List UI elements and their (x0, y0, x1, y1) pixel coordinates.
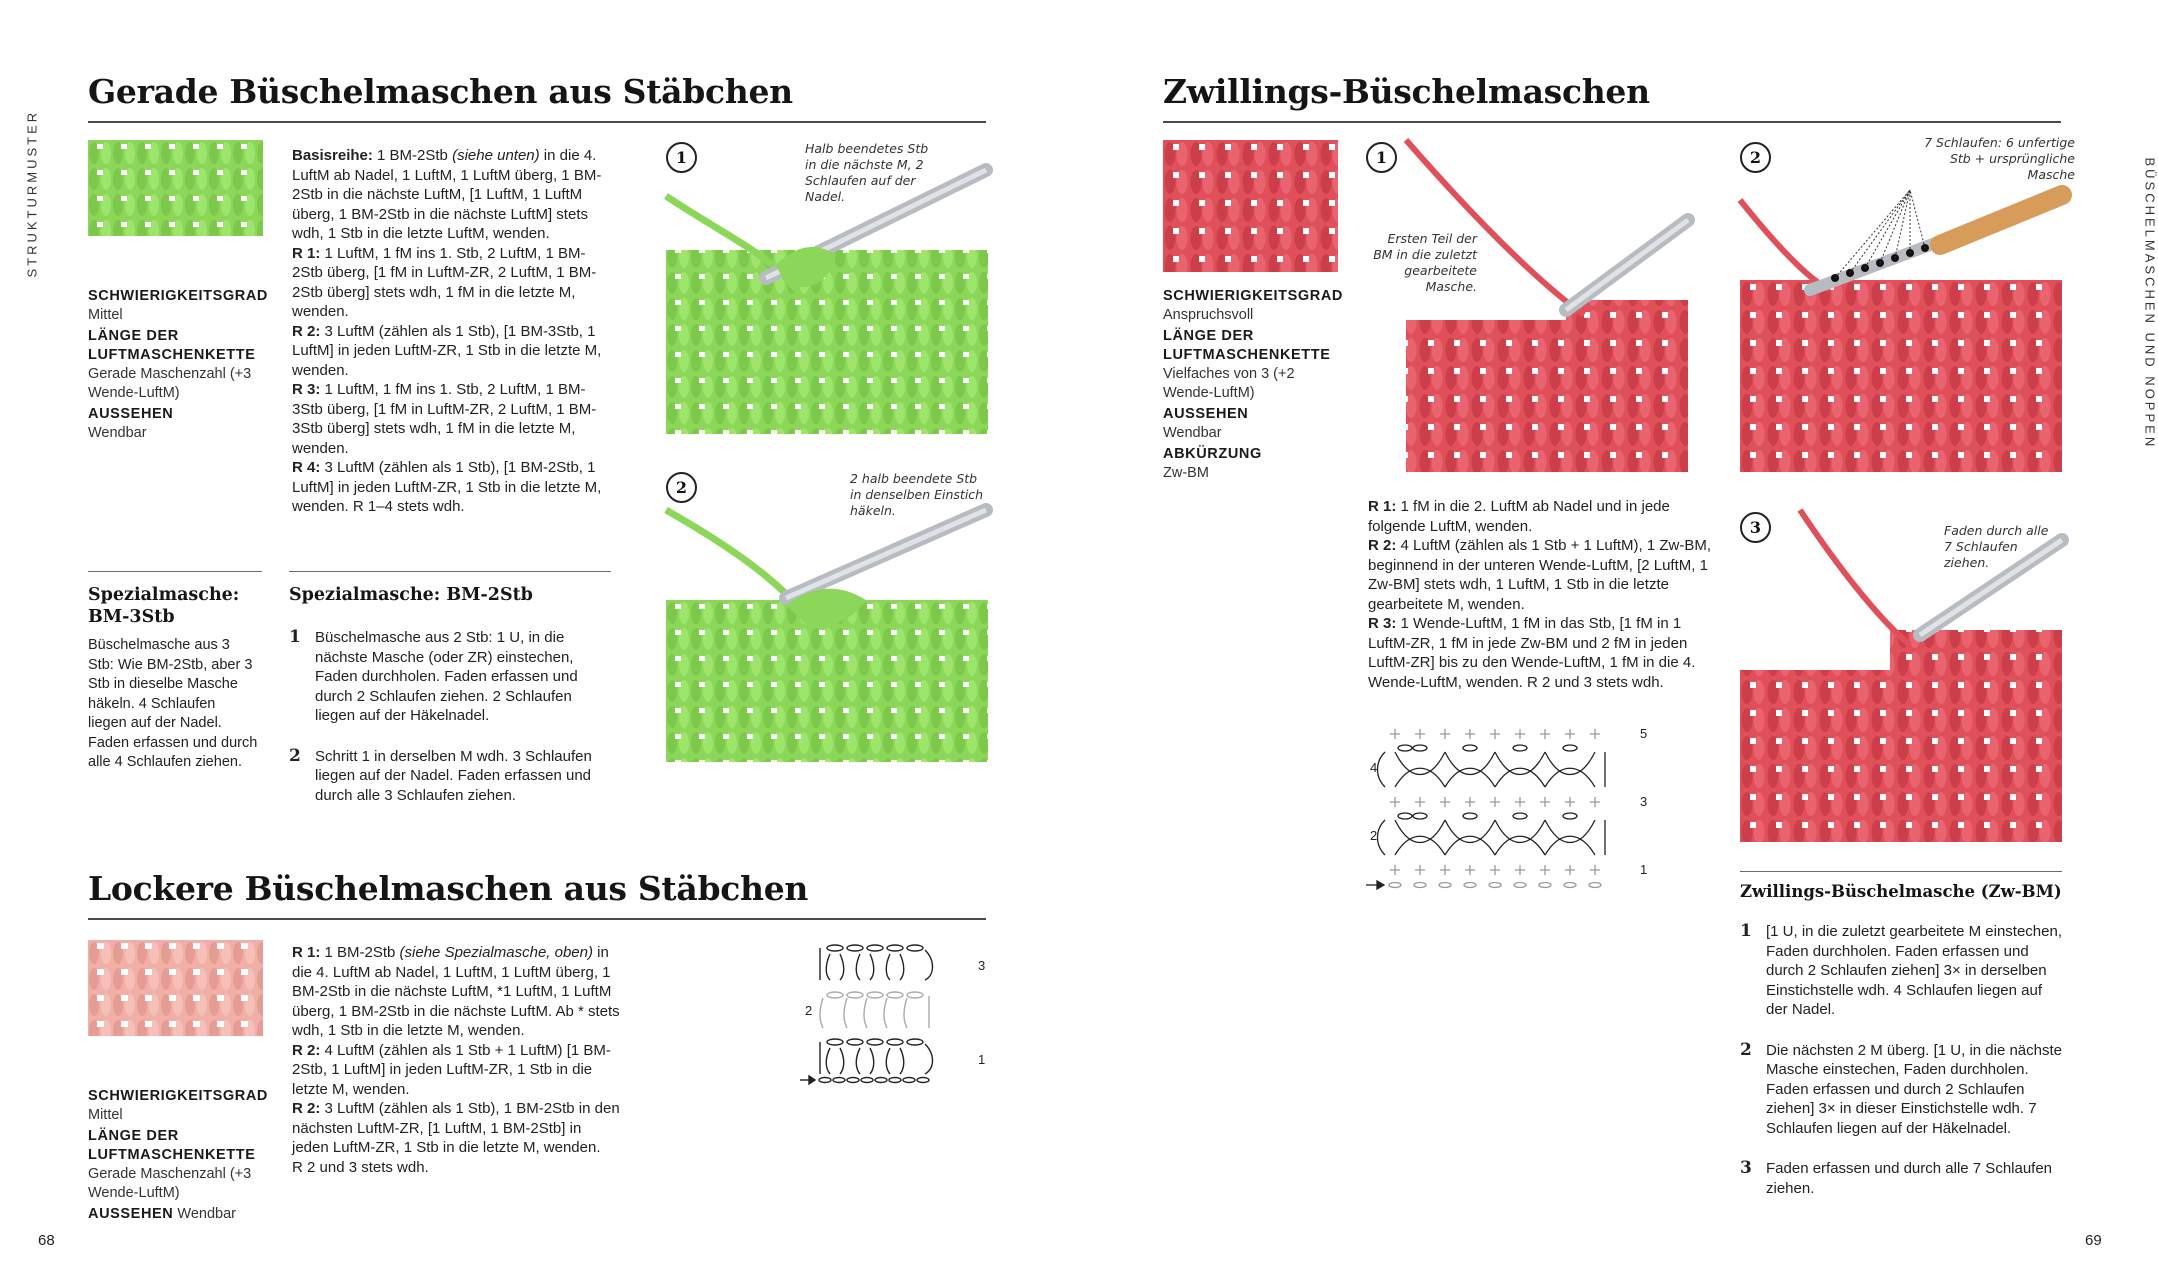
info-label: AUSSEHEN (1163, 406, 1249, 422)
diagram-plus-row-1 (1389, 865, 1601, 888)
swatch-red (1163, 140, 1338, 272)
diagram-label-2: 2 (1370, 828, 1378, 843)
swatch-pink (88, 940, 263, 1036)
diagram-plus-row-3 (1390, 797, 1600, 807)
pattern-row: R 4: 3 LuftM (zählen als 1 Stb), [1 BM-2Stb, 1 LuftM] in jeden LuftM-ZR, 1 Stb in die letzte M, wenden. R 1–4 stets wdh. (292, 459, 602, 515)
side-label-left: STRUKTURMUSTER (24, 109, 40, 278)
swatch-green (88, 140, 263, 236)
info-value: Wendbar (88, 425, 147, 441)
info-inline: AUSSEHEN Wendbar (88, 1206, 236, 1222)
diagram-label-2: 2 (805, 1003, 813, 1018)
pattern-row: R 2 und 3 stets wdh. (292, 1158, 429, 1176)
photo-caption: Ersten Teil der BM in die zuletzt gearbeitete Masche. (1373, 231, 1477, 294)
pattern-rows-lockere (292, 943, 622, 1177)
info-value: Wendbar (1163, 425, 1222, 441)
info-label: LÄNGE DER LUFTMASCHENKETTE (88, 1128, 256, 1163)
info-value: Anspruchsvoll (1163, 307, 1254, 323)
info-label: LÄNGE DER LUFTMASCHENKETTE (1163, 328, 1331, 363)
divider (88, 571, 262, 572)
photo-caption: Halb beendetes Stb in die nächste M, 2 Schlaufen auf der Nadel. (805, 141, 929, 204)
pattern-row: R 2: 4 LuftM (zählen als 1 Stb + 1 LuftM), 1 Zw-BM, beginnend in der unteren Wende-LuftM, [2 LuftM, 1 Zw-BM] stets wdh, 1 LuftM, 1 Stb in die letzte gearbeitete M, wenden. (1368, 537, 1712, 613)
pattern-row: R 1: 1 LuftM, 1 fM ins 1. Stb, 2 LuftM, 1 BM-2Stb überg, [1 fM in LuftM-ZR, 2 LuftM, 1 BM-2Stb überg] stets wdh, 1 fM in die letzte M, wenden. (292, 244, 597, 320)
diagram-row-2 (820, 992, 929, 1028)
diagram-row-2 (1378, 813, 1606, 855)
step-item: 1 Büschelmasche aus 2 Stb: 1 U, in die nächste Masche (oder ZR) einstechen, Faden durchholen. Faden erfassen und durch 2 Schlaufen ziehen. 2 Schlaufen liegen auf der Häkelnadel. (289, 627, 578, 724)
page-number-right: 69 (2085, 1232, 2102, 1249)
side-label-right: BÜSCHELMASCHEN UND NOPPEN (2142, 157, 2158, 450)
step-item: 1 [1 U, in die zuletzt gearbeitete M einstechen, Faden durchholen. Faden erfassen und durch 2 Schlaufen ziehen] 3× in derselben Einstichstelle wdh. 4 Schlaufen liegen auf der Nadel. (1740, 921, 2063, 1018)
pattern-rows-gerade (292, 146, 612, 517)
step-item: 3 Faden erfassen und durch alle 7 Schlaufen ziehen. (1740, 1158, 2053, 1197)
info-label: SCHWIERIGKEITSGRAD (88, 288, 268, 304)
info-block-lockere (88, 1087, 268, 1224)
pattern-row: R 3: 1 Wende-LuftM, 1 fM in das Stb, [1 fM in 1 LuftM-ZR, 1 fM in jede Zw-BM und 2 fM in jeden LuftM-ZR] bis zu den Wende-LuftM, 1 fM in die 4. Wende-LuftM, wenden. R 2 und 3 stets wdh. (1368, 615, 1696, 691)
stitch-diagram-lockere (805, 940, 1005, 1100)
special-title-zwbm: Zwillings-Büschelmasche (Zw-BM) (1740, 882, 2062, 901)
pattern-row: R 1: 1 fM in die 2. LuftM ab Nadel und in jede folgende LuftM, wenden. (1368, 498, 1670, 535)
step-badge: 3 (1740, 512, 1771, 543)
info-label: SCHWIERIGKEITSGRAD (88, 1088, 268, 1104)
title-rule (1163, 121, 2061, 123)
info-label: ABKÜRZUNG (1163, 446, 1262, 462)
photo-caption: 2 halb beendete Stb in denselben Einstich häkeln. (850, 471, 984, 518)
step-badge: 1 (1366, 142, 1397, 173)
section-title-gerade: Gerade Büschelmaschen aus Stäbchen (88, 72, 793, 111)
info-label: AUSSEHEN (88, 406, 174, 422)
pattern-row: R 2: 3 LuftM (zählen als 1 Stb), 1 BM-2Stb in den nächsten LuftM-ZR, [1 LuftM, 1 BM-2Stb] in jeden LuftM-ZR, 1 Stb in die letzte M, wenden. (292, 1100, 620, 1156)
diagram-label-3: 3 (1640, 794, 1648, 809)
diagram-row-4 (1378, 745, 1606, 787)
diagram-label-5: 5 (1640, 726, 1648, 741)
special-steps-bm2stb (289, 628, 611, 826)
info-value: Gerade Maschenzahl (+3 Wende-LuftM) (88, 366, 252, 401)
diagram-label-1: 1 (1640, 862, 1648, 877)
diagram-plus-row-5 (1390, 729, 1600, 739)
photo-caption: 7 Schlaufen: 6 unfertige Stb + ursprüngliche Masche (1924, 135, 2075, 182)
pattern-row: R 1: 1 BM-2Stb (siehe Spezialmasche, oben) in die 4. LuftM ab Nadel, 1 LuftM, 1 LuftM überg, 1 BM-2Stb in die nächste LuftM, *1 LuftM, 1 LuftM überg, 1 BM-2Stb in die nächste LuftM. Ab * stets wdh, 1 Stb in die letzte M, wenden. (292, 944, 620, 1039)
diagram-label-4: 4 (1370, 760, 1378, 775)
info-value: Vielfaches von 3 (+2 Wende-LuftM) (1163, 366, 1295, 401)
divider (289, 571, 611, 572)
diagram-row-1 (819, 1039, 933, 1083)
special-text-bm3stb: Büschelmasche aus 3 Stb: Wie BM-2Stb, aber 3 Stb in dieselbe Masche häkeln. 4 Schlaufen liegen auf der Nadel. Faden erfassen und durch alle 4 Schlaufen ziehen. (88, 637, 258, 770)
info-block-gerade (88, 287, 268, 443)
step-badge: 2 (666, 472, 697, 503)
special-steps-zwbm (1740, 922, 2062, 1219)
info-label: SCHWIERIGKEITSGRAD (1163, 288, 1343, 304)
page-number-left: 68 (38, 1232, 55, 1249)
info-value: Mittel (88, 1107, 123, 1123)
pattern-row: R 2: 3 LuftM (zählen als 1 Stb), [1 BM-3Stb, 1 LuftM] in jeden LuftM-ZR, 1 Stb in die letzte M, wenden. (292, 322, 602, 379)
pattern-row: R 2: 4 LuftM (zählen als 1 Stb + 1 LuftM) [1 BM-2Stb, 1 LuftM] in jeden LuftM-ZR, 1 Stb in die letzte M, wenden. (292, 1041, 611, 1098)
step-badge: 2 (1740, 142, 1771, 173)
stitch-diagram-zwillings (1360, 722, 1700, 894)
info-value: Zw-BM (1163, 465, 1209, 481)
pattern-rows-zwillings (1368, 497, 1723, 692)
info-label: LÄNGE DER LUFTMASCHENKETTE (88, 328, 256, 363)
section-title-zwillings: Zwillings-Büschelmaschen (1163, 72, 1650, 111)
diagram-label-3: 3 (978, 958, 986, 973)
pattern-row: R 3: 1 LuftM, 1 fM ins 1. Stb, 2 LuftM, 1 BM-3Stb überg, [1 fM in LuftM-ZR, 2 LuftM, 1 BM-3Stb überg] stets wdh, 1 fM in die letzte M, wenden. (292, 381, 597, 457)
title-rule (88, 918, 986, 920)
step-badge: 1 (666, 142, 697, 173)
divider (1740, 871, 2062, 872)
diagram-label-1: 1 (978, 1052, 986, 1067)
section-title-lockere: Lockere Büschelmaschen aus Stäbchen (88, 869, 809, 908)
special-title-bm2stb: Spezialmasche: BM-2Stb (289, 585, 533, 605)
photo-step-1-red (1366, 140, 1688, 472)
title-rule (88, 121, 986, 123)
special-title-bm3stb: Spezialmasche: BM-3Stb (88, 585, 240, 627)
photo-caption: Faden durch alle 7 Schlaufen ziehen. (1944, 523, 2049, 570)
step-item: 2 Die nächsten 2 M überg. [1 U, in die nächste Masche einstechen, Faden durchholen. Faden erfassen und durch 2 Schlaufen ziehen] 3× in dieser Einstichstelle wdh. 7 Schlaufen liegen auf der Häkelnadel. (1740, 1039, 2063, 1137)
photo-step-2-red (1740, 140, 2062, 472)
step-item: 2 Schritt 1 in derselben M wdh. 3 Schlaufen liegen auf der Nadel. Faden erfassen und durch alle 3 Schlaufen ziehen. (289, 745, 592, 804)
diagram-row-3 (820, 945, 933, 980)
info-value: Gerade Maschenzahl (+3 Wende-LuftM) (88, 1166, 252, 1201)
info-block-zwillings (1163, 287, 1343, 483)
pattern-row: Basisreihe: 1 BM-2Stb (siehe unten) in die 4. LuftM ab Nadel, 1 LuftM, 1 LuftM überg, 1 BM-2Stb in die nächste LuftM, [1 LuftM, 1 LuftM überg, 1 BM-2Stb in die nächste LuftM] stets wdh, 1 Stb in die letzte LuftM, wenden. (292, 147, 602, 242)
info-value: Mittel (88, 307, 123, 323)
